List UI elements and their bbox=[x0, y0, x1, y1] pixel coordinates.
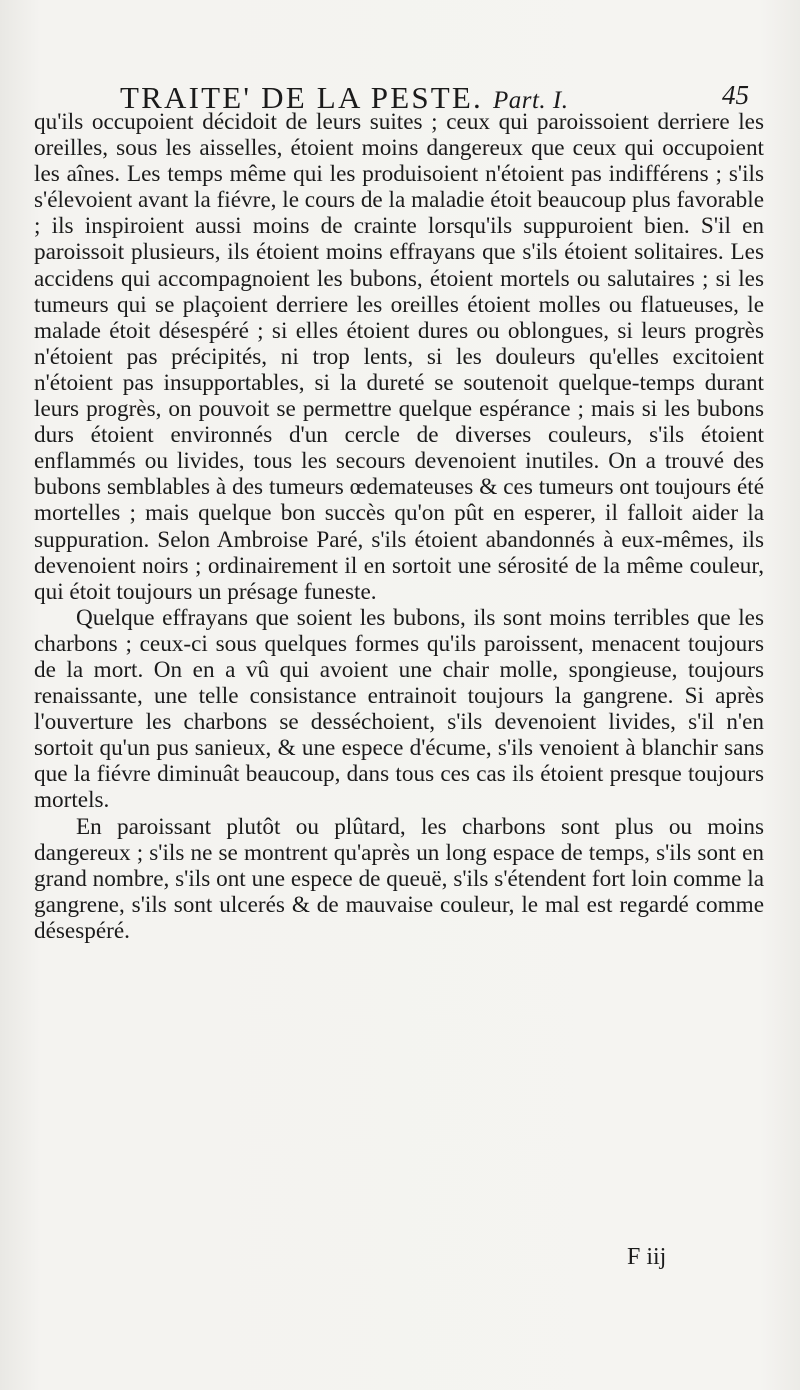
part-label: Part. I. bbox=[492, 87, 569, 114]
page-number: 45 bbox=[722, 80, 749, 110]
running-title-text: TRAITE' DE LA PESTE. bbox=[120, 80, 484, 115]
paragraph: En paroissant plutôt ou plûtard, les charbons sont plus ou moins dangereux ; s'ils ne se montrent qu'après un long espace de temps, s'ils sont en grand nombre, s'ils ont une espece de queuë, s'ils s'étendent fort loin comme la gangrene, s'ils sont ulcerés & de mauvaise couleur, le mal est regardé comme désespéré. bbox=[34, 813, 764, 944]
signature-mark: F iij bbox=[627, 1244, 667, 1270]
body-text bbox=[34, 109, 764, 944]
paragraph: Quelque effrayans que soient les bubons, ils sont moins terribles que les charbons ; ceux-ci sous quelques formes qu'ils paroissent, menacent toujours de la mort. On en a vû qui avoient une chair molle, spongieuse, toujours renaissante, une telle consistance entrainoit toujours la gangrene. Si après l'ouverture les charbons se desséchoient, s'ils devenoient livides, s'il n'en sortoit qu'un pus sanieux, & une espece d'écume, s'ils venoient à blanchir sans que la fiévre diminuât beaucoup, dans tous ces cas ils étoient presque toujours mortels. bbox=[34, 604, 764, 814]
paragraph: qu'ils occupoient décidoit de leurs suites ; ceux qui paroissoient derriere les oreilles, sous les aisselles, étoient moins dangereux que ceux qui occupoient les aînes. Les temps même qui les produisoient n'étoient pas indifférens ; s'ils s'élevoient avant la fiévre, le cours de la maladie étoit beaucoup plus favorable ; ils inspiroient aussi moins de crainte lorsqu'ils suppuroient bien. S'il en paroissoit plusieurs, ils étoient moins effrayans que s'ils étoient solitaires. Les accidens qui accompagnoient les bubons, étoient mortels ou salutaires ; si les tumeurs qui se plaçoient derriere les oreilles étoient molles ou flatueuses, le malade étoit désespéré ; si elles étoient dures ou oblongues, si leurs progrès n'étoient pas précipités, ni trop lents, si les douleurs qu'elles excitoient n'étoient pas insupportables, si la dureté se soutenoit quelque-temps durant leurs progrès, on pouvoit se permettre quelque espérance ; mais si les bubons durs étoient environnés d'un cercle de diverses couleurs, s'ils étoient enflammés ou livides, tous les secours devenoient inutiles. On a trouvé des bubons semblables à des tumeurs œdemateuses & ces tumeurs ont toujours été mortelles ; mais quelque bon succès qu'on pût en esperer, il falloit aider la suppuration. Selon Ambroise Paré, s'ils étoient abandonnés à eux-mêmes, ils devenoient noirs ; ordinairement il en sortoit une sérosité de la même couleur, qui étoit toujours un présage funeste. bbox=[34, 109, 764, 605]
